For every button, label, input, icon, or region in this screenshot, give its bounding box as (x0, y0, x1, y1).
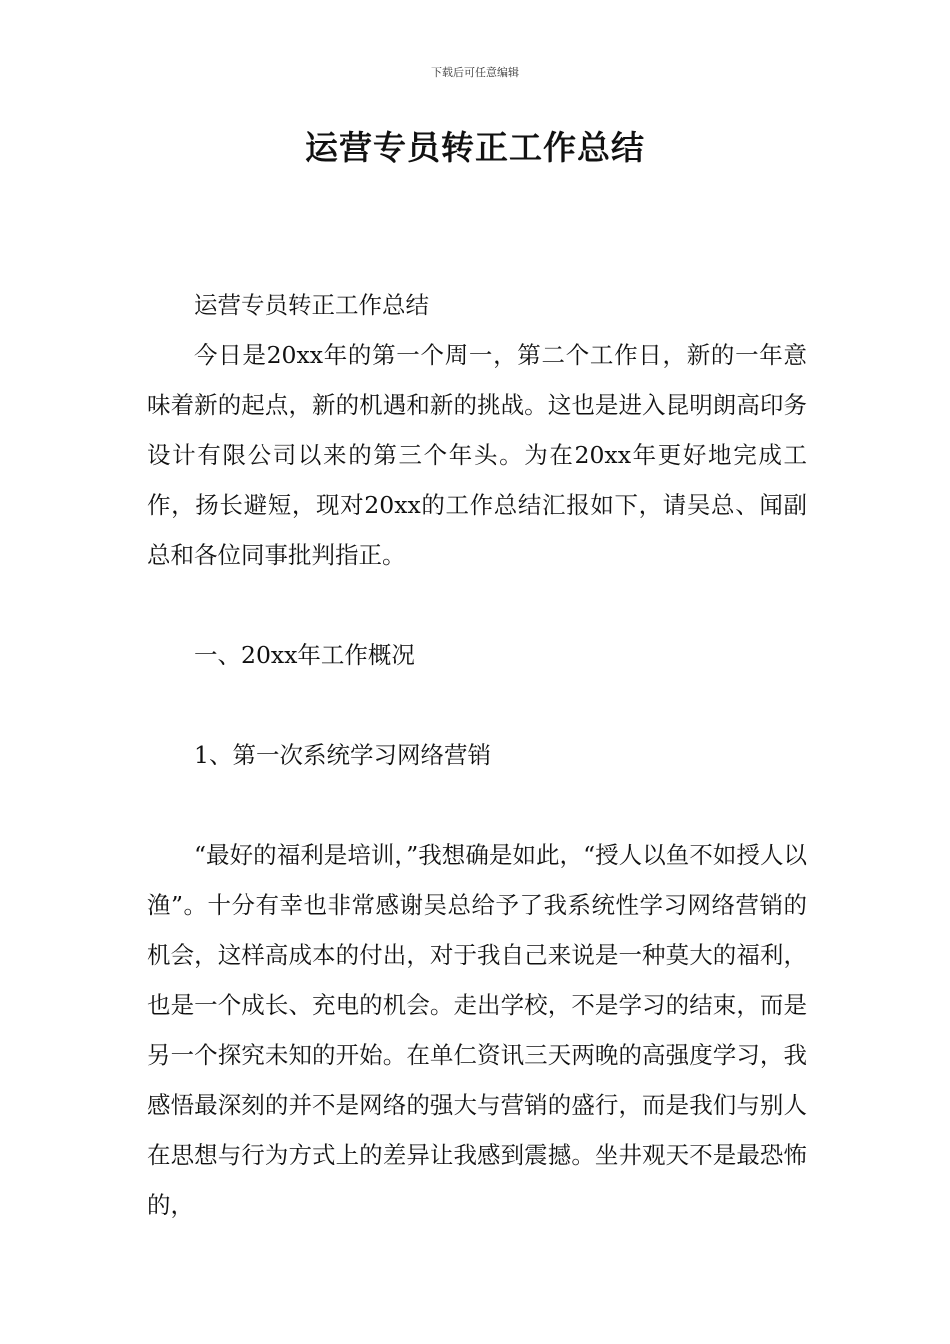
subtitle-paragraph: 运营专员转正工作总结 (194, 291, 429, 319)
spacer (147, 680, 807, 730)
header-note: 下载后可任意编辑 (431, 66, 519, 79)
subsection-heading: 1、第一次系统学习网络营销 (194, 741, 491, 769)
body-paragraph: “最好的福利是培训，”我想确是如此，“授人以鱼不如授人以渔”。十分有幸也非常感谢吴总给予了我系统性学习网络营销的机会，这样高成本的付出，对于我自己来说是一种莫大的福利，也是一个成长、充电的机会。走出学校，不是学习的结束，而是另一个探究未知的开始。在单仁资讯三天两晚的高强度学习，我感悟最深刻的并不是网络的强大与营销的盛行，而是我们与别人在思想与行为方式上的差异让我感到震撼。坐井观天不是最恐怖的， (147, 841, 807, 1219)
document-body (147, 280, 807, 1230)
document-title: 运营专员转正工作总结 (305, 128, 645, 167)
spacer (147, 780, 807, 830)
intro-paragraph: 今日是20xx年的第一个周一，第二个工作日，新的一年意味着新的起点，新的机遇和新的挑战。这也是进入昆明朗高印务设计有限公司以来的第三个年头。为在20xx年更好地完成工作，扬长避短，现对20xx的工作总结汇报如下，请吴总、闻副总和各位同事批判指正。 (147, 341, 807, 569)
spacer (147, 580, 807, 630)
section-heading: 一、20xx年工作概况 (194, 641, 415, 669)
